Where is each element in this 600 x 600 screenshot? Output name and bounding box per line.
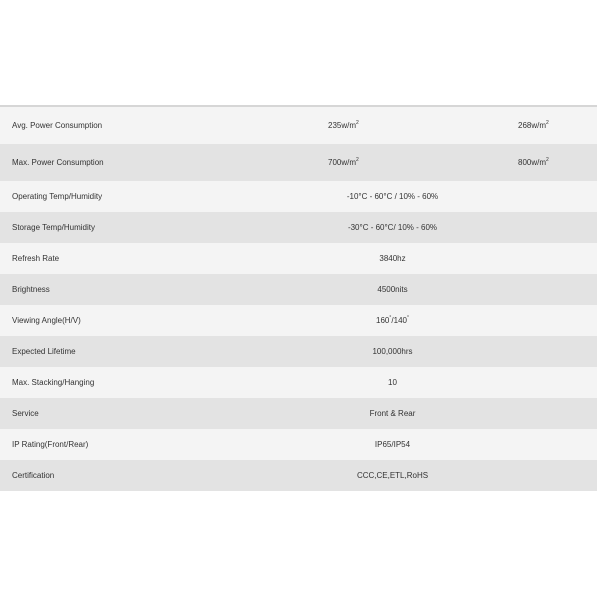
value-superscript: 2 xyxy=(356,120,359,126)
row-label: Max. Stacking/Hanging xyxy=(12,378,95,387)
row-label: Certification xyxy=(12,471,55,480)
row-value: IP65/IP54 xyxy=(374,440,411,449)
table-row xyxy=(0,243,597,274)
table-row xyxy=(0,106,597,144)
value-text: /140 xyxy=(391,316,407,325)
row-value xyxy=(212,144,474,181)
degree-superscript: ° xyxy=(406,315,409,321)
row-value xyxy=(474,106,597,144)
row-value: 4500nits xyxy=(377,285,408,294)
table-row xyxy=(0,305,597,336)
value-superscript: 2 xyxy=(356,157,359,163)
row-value: 10 xyxy=(388,378,397,387)
row-value: -10°C - 60°C / 10% - 60% xyxy=(346,192,439,201)
value-text: 160 xyxy=(376,316,390,325)
table-row xyxy=(0,212,597,243)
table-row xyxy=(0,336,597,367)
row-label: Storage Temp/Humidity xyxy=(12,223,95,232)
row-label: Service xyxy=(12,409,39,418)
value-text: 268w/m xyxy=(518,121,547,130)
row-value: CCC,CE,ETL,RoHS xyxy=(356,471,429,480)
row-value xyxy=(474,144,597,181)
row-value: Front & Rear xyxy=(369,409,416,418)
value-text: 700w/m xyxy=(328,158,357,167)
degree-superscript: ° xyxy=(389,315,392,321)
row-value xyxy=(212,106,474,144)
row-label: Operating Temp/Humidity xyxy=(12,192,103,201)
row-value: -30°C - 60°C/ 10% - 60% xyxy=(347,223,438,232)
row-label: IP Rating(Front/Rear) xyxy=(12,440,89,449)
row-label: Expected Lifetime xyxy=(12,347,76,356)
spec-table xyxy=(0,105,597,491)
row-value: 3840hz xyxy=(379,254,406,263)
table-row xyxy=(0,274,597,305)
row-label: Max. Power Consumption xyxy=(12,158,104,167)
row-label: Brightness xyxy=(12,285,50,294)
row-label: Refresh Rate xyxy=(12,254,60,263)
row-value xyxy=(212,305,597,336)
row-label: Avg. Power Consumption xyxy=(12,121,103,130)
value-superscript: 2 xyxy=(546,157,549,163)
row-value: 100,000hrs xyxy=(372,347,413,356)
table-row xyxy=(0,367,597,398)
value-text: 800w/m xyxy=(518,158,547,167)
table-row xyxy=(0,181,597,212)
table-row xyxy=(0,429,597,460)
value-superscript: 2 xyxy=(546,120,549,126)
table-row xyxy=(0,460,597,491)
row-label: Viewing Angle(H/V) xyxy=(12,316,81,325)
table-row xyxy=(0,398,597,429)
value-text: 235w/m xyxy=(328,121,357,130)
table-row xyxy=(0,144,597,181)
